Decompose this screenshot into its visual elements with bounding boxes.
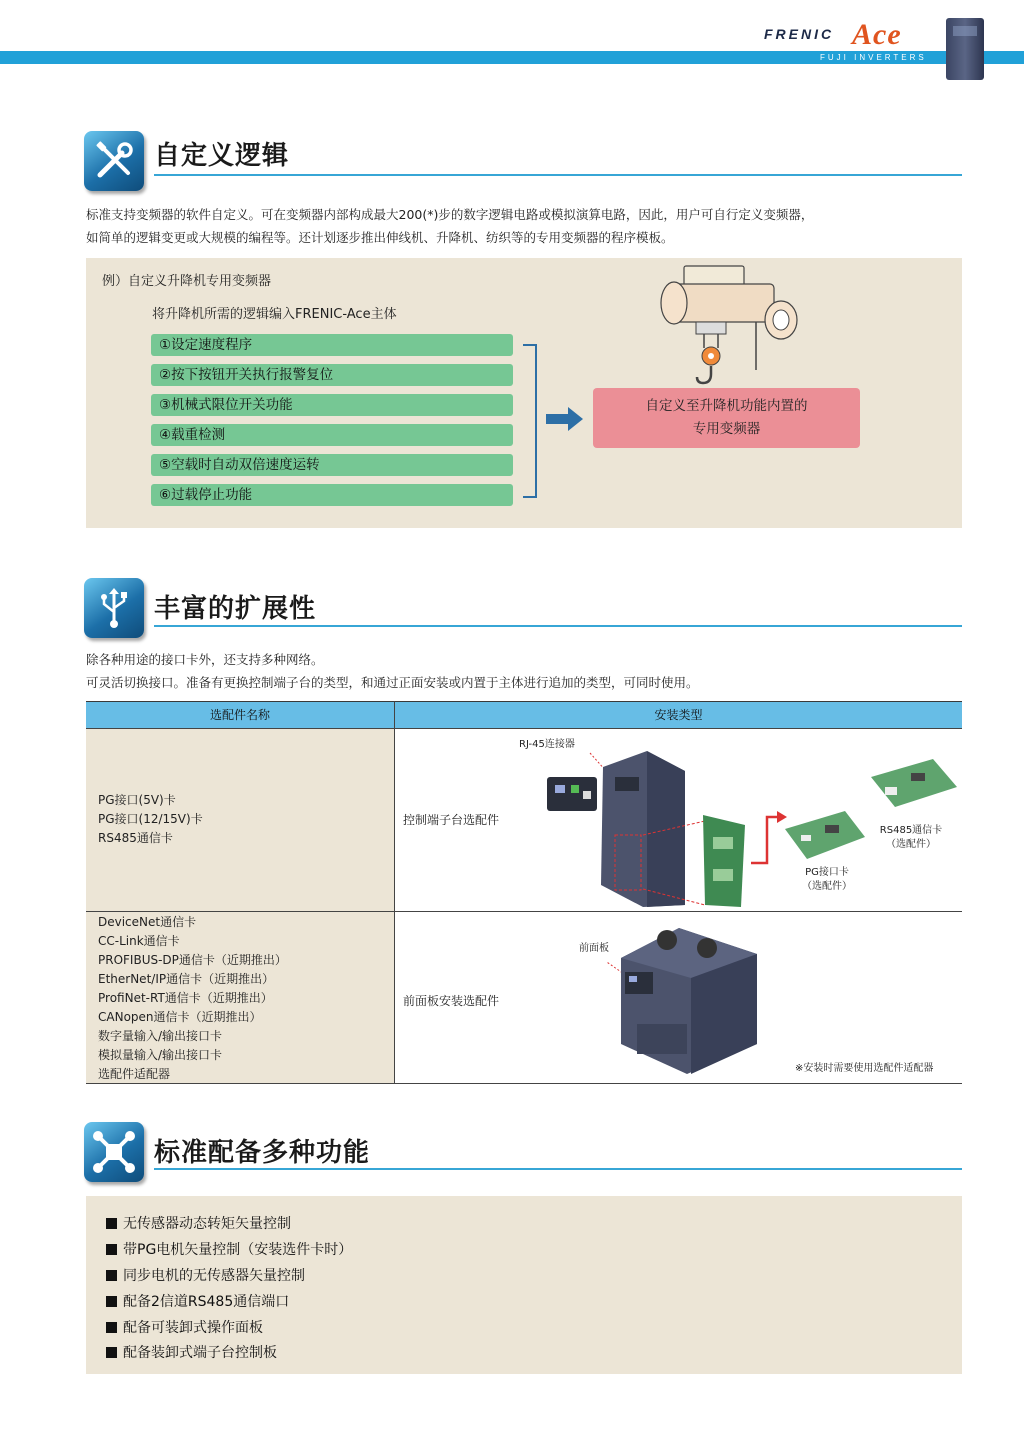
- section-underline: [154, 1168, 962, 1170]
- option-item: 选配件适配器: [98, 1067, 171, 1081]
- rs485-card-label-line: （选配件）: [886, 839, 936, 850]
- intro-line: 可灵活切换接口。准备有更换控制端子台的类型，和通过正面安装或内置于主体进行追加的类型，可同时使用。: [86, 675, 699, 690]
- option-item: 数字量输入/输出接口卡: [98, 1029, 223, 1043]
- usb-icon: [84, 578, 144, 638]
- option-item: CANopen通信卡（近期推出）: [98, 1010, 262, 1024]
- row-divider: [86, 1083, 962, 1084]
- section-expandability-header: [84, 578, 962, 642]
- step-item: ⑤空载时自动双倍速度运转: [151, 454, 513, 476]
- example-subtitle: 将升降机所需的逻辑编入FRENIC-Ace主体: [152, 307, 397, 322]
- network-icon: [84, 1122, 144, 1182]
- option-item: EtherNet/IP通信卡（近期推出）: [98, 972, 275, 986]
- table-row-options-cell: [86, 729, 394, 911]
- intro-line: 如简单的逻辑变更或大规模的编程等。还计划逐步推出伸线机、升降机、纺织等的专用变频器的程序模板。: [86, 230, 674, 245]
- example-panel: [86, 258, 962, 528]
- section-title: 标准配备多种功能: [154, 1138, 371, 1168]
- result-box: [593, 388, 860, 448]
- option-item: PROFIBUS-DP通信卡（近期推出）: [98, 953, 287, 967]
- rs485-card-label-line: RS485通信卡: [879, 825, 943, 836]
- intro-paragraph: [86, 203, 966, 249]
- table-row-type-cell: [394, 729, 962, 911]
- inverter-product-icon: [946, 18, 984, 80]
- feature-item: 无传感器动态转矩矢量控制: [106, 1213, 291, 1233]
- pg-card-label-line: PG接口卡: [805, 867, 849, 878]
- intro-line: 标准支持变频器的软件自定义。可在变频器内部构成最大200(*)步的数字逻辑电路或模拟演算电路，因此，用户可自行定义变频器，: [86, 207, 814, 222]
- column-header: 选配件名称: [86, 701, 394, 728]
- step-item: ③机械式限位开关功能: [151, 394, 513, 416]
- brand-frenic: FRENIC: [764, 26, 835, 42]
- table-row-type-cell: [394, 912, 962, 1083]
- result-line: 专用变频器: [692, 421, 761, 437]
- brand-ace: Ace: [852, 18, 902, 51]
- option-item: ProfiNet-RT通信卡（近期推出）: [98, 991, 273, 1005]
- option-item: CC-Link通信卡: [98, 934, 180, 948]
- brand-logo: [764, 20, 944, 66]
- pg-card-label: [787, 866, 867, 894]
- intro-paragraph: [86, 648, 966, 694]
- option-item: 模拟量输入/输出接口卡: [98, 1048, 223, 1062]
- steps-bracket: [523, 344, 537, 498]
- step-item: ⑥过载停止功能: [151, 484, 513, 506]
- front-panel-label: 前面板: [579, 943, 609, 954]
- right-arrow-icon: [546, 406, 584, 432]
- option-item: PG接口(5V)卡: [98, 793, 176, 807]
- feature-item: 带PG电机矢量控制（安装选件卡时）: [106, 1239, 352, 1259]
- step-item: ④载重检测: [151, 424, 513, 446]
- install-note: ※安装时需要使用选配件适配器: [795, 1063, 934, 1074]
- intro-line: 除各种用途的接口卡外，还支持多种网络。: [86, 652, 324, 667]
- section-standard-features-header: [84, 1122, 962, 1186]
- option-item: RS485通信卡: [98, 831, 173, 845]
- rs485-card-label: [869, 824, 953, 852]
- front-panel-option-illustration: [607, 914, 777, 1080]
- column-header: 安装类型: [394, 701, 962, 728]
- hoist-crane-illustration: [656, 260, 816, 390]
- install-type-label: 控制端子台选配件: [403, 813, 500, 827]
- section-title: 自定义逻辑: [154, 141, 290, 171]
- feature-item: 配备装卸式端子台控制板: [106, 1342, 277, 1362]
- result-line: 自定义至升降机功能内置的: [645, 398, 808, 414]
- option-item: DeviceNet通信卡: [98, 915, 197, 929]
- section-title: 丰富的扩展性: [154, 594, 317, 624]
- option-item: PG接口(12/15V)卡: [98, 812, 203, 826]
- feature-item: 配备2信道RS485通信端口: [106, 1291, 289, 1311]
- table-row-options-cell: [86, 912, 394, 1083]
- tools-icon: [84, 131, 144, 191]
- feature-item: 同步电机的无传感器矢量控制: [106, 1265, 305, 1285]
- features-panel: [86, 1196, 962, 1374]
- install-type-label: 前面板安装选配件: [403, 994, 500, 1008]
- pg-card-label-line: （选配件）: [802, 881, 852, 892]
- options-table: [86, 701, 962, 1084]
- example-label: 例）自定义升降机专用变频器: [102, 274, 272, 289]
- brand-subtitle: FUJI INVERTERS: [820, 53, 927, 62]
- step-item: ①设定速度程序: [151, 334, 513, 356]
- feature-item: 配备可装卸式操作面板: [106, 1317, 263, 1337]
- section-underline: [154, 174, 962, 176]
- rj45-label: RJ-45连接器: [519, 739, 575, 750]
- step-item: ②按下按钮开关执行报警复位: [151, 364, 513, 386]
- section-custom-logic-header: [84, 131, 962, 195]
- section-underline: [154, 625, 962, 627]
